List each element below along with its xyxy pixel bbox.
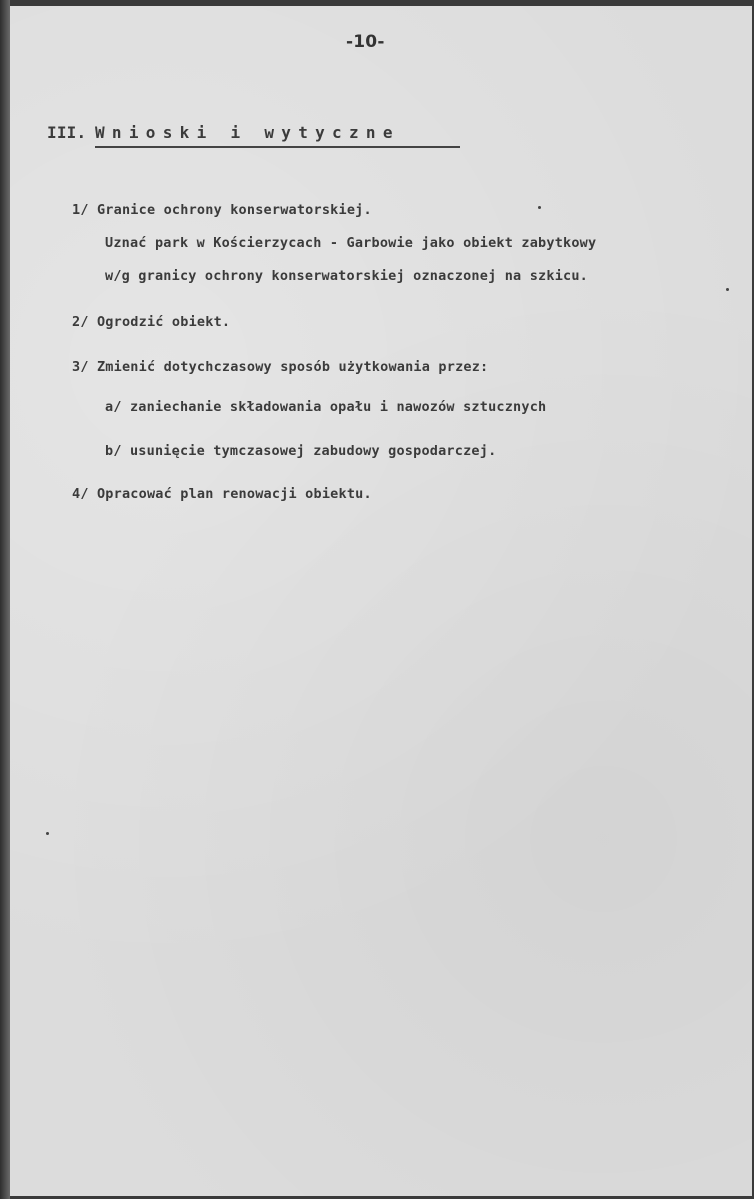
item-1-text-line-2: w/g granicy ochrony konserwatorskiej oznaczonej na szkicu. xyxy=(105,268,589,284)
section-number: III. xyxy=(47,123,87,142)
paper-speck xyxy=(46,832,49,835)
page-left-edge xyxy=(0,0,10,1199)
section-title-underline xyxy=(95,146,460,148)
item-2: 2/ Ogrodzić obiekt. xyxy=(72,314,231,330)
paper-speck xyxy=(726,288,729,291)
item-1-heading: 1/ Granice ochrony konserwatorskiej. xyxy=(72,202,372,218)
page-number: -10- xyxy=(346,32,385,52)
item-1-text-line-1: Uznać park w Kościerzycach - Garbowie jako obiekt zabytkowy xyxy=(105,235,597,251)
item-3-sub-b: b/ usunięcie tymczasowej zabudowy gospodarczej. xyxy=(105,443,497,459)
item-3-sub-a: a/ zaniechanie składowania opału i nawozów sztucznych xyxy=(105,399,547,415)
item-3-heading: 3/ Zmienić dotychczasowy sposób użytkowania przez: xyxy=(72,359,489,375)
item-4: 4/ Opracować plan renowacji obiektu. xyxy=(72,486,372,502)
paper-speck xyxy=(538,206,541,209)
document-page xyxy=(10,6,752,1196)
section-title: Wnioski i wytyczne xyxy=(95,123,400,142)
